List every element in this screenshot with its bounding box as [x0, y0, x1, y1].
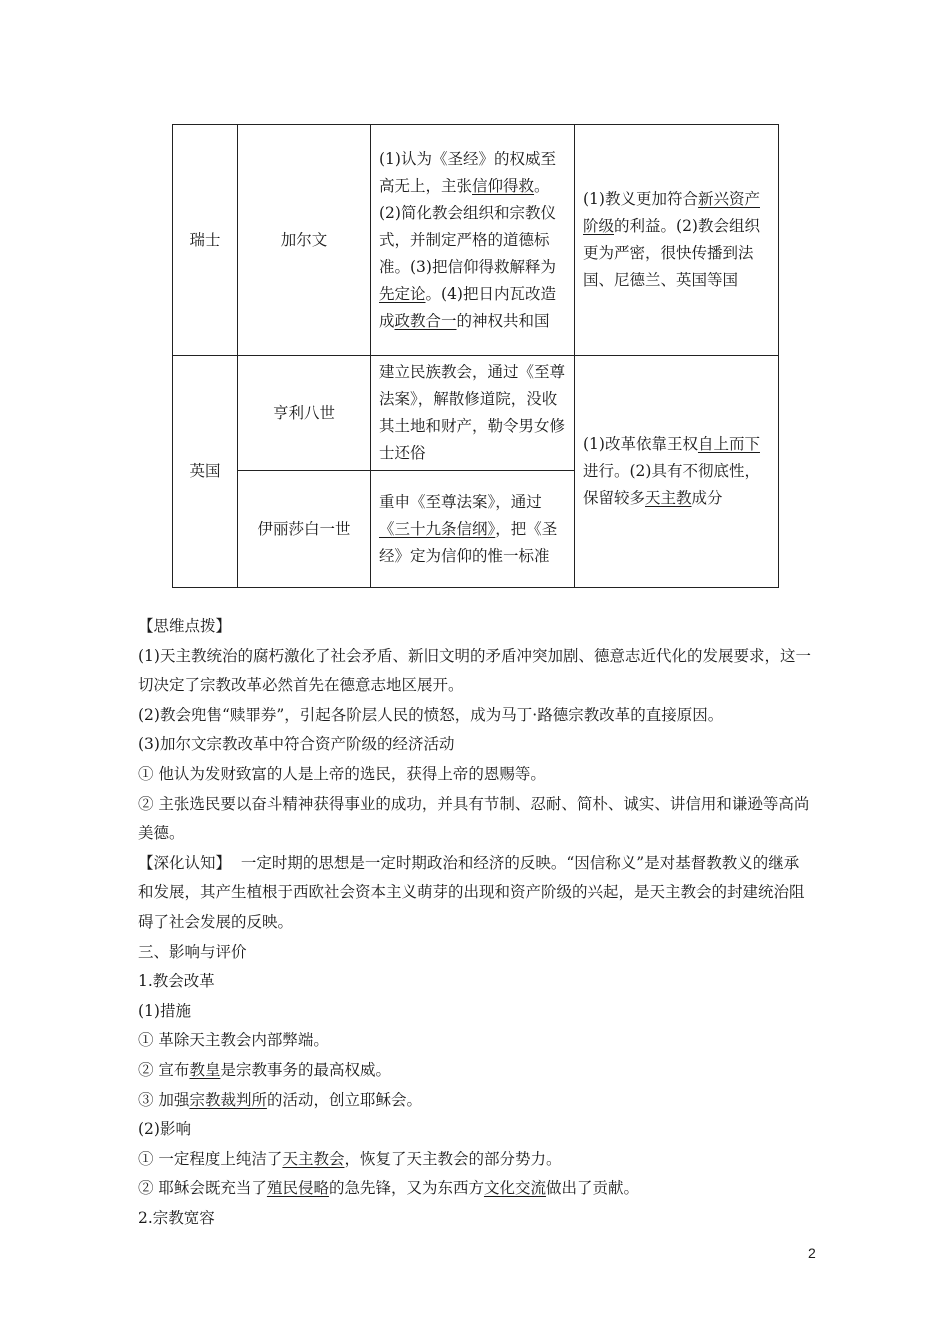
- paragraph: ② 主张选民要以奋斗精神获得事业的成功，并具有节制、忍耐、简朴、诚实、讲信用和谦逊等高尚美德。: [138, 794, 810, 843]
- paragraph: (3)加尔文宗教改革中符合资产阶级的经济活动: [138, 735, 455, 754]
- underlined-term: 政教合一: [394, 311, 457, 330]
- feature-cell: (1)教义更加符合新兴资产阶级的利益。(2)教会组织更为严密，很快传播到法国、尼德兰、英国等国: [575, 125, 779, 356]
- underlined-term: 信仰得救: [472, 176, 535, 195]
- person-cell: 亨利八世: [238, 356, 371, 471]
- underlined-term: 先定论: [379, 284, 426, 303]
- country-cell: 瑞士: [173, 125, 238, 356]
- section-heading: 三、影响与评价: [138, 942, 247, 961]
- paragraph: (1)天主教统治的腐朽激化了社会矛盾、新旧文明的矛盾冲突加剧、德意志近代化的发展要求，这一切决定了宗教改革必然首先在德意志地区展开。: [138, 646, 811, 695]
- underlined-term: 殖民侵略: [266, 1179, 329, 1198]
- content-cell: 建立民族教会，通过《至尊法案》，解散修道院，没收其土地和财产，勒令男女修士还俗: [371, 356, 575, 471]
- underlined-term: 天主教: [645, 489, 692, 507]
- thinking-heading: 【思维点拨】: [138, 617, 232, 635]
- underlined-term: 新兴资产阶级: [583, 190, 760, 235]
- list-item: ② 宣布教皇是宗教事务的最高权威。: [138, 1060, 391, 1079]
- reformation-table: [172, 124, 779, 588]
- list-item: ③ 加强宗教裁判所的活动，创立耶稣会。: [138, 1090, 422, 1109]
- underlined-term: 《三十九条信纲》: [379, 519, 496, 538]
- underlined-term: 文化交流: [483, 1179, 546, 1198]
- subsection-heading: 2.宗教宽容: [138, 1208, 215, 1227]
- paragraph: (2)教会兜售“赎罪券”，引起各阶层人民的愤怒，成为马丁·路德宗教改革的直接原因。: [138, 705, 724, 724]
- deep-heading: 【深化认知】: [138, 853, 232, 872]
- list-heading: (2)影响: [138, 1120, 191, 1139]
- body-text: [138, 612, 814, 1233]
- underlined-term: 宗教裁判所: [189, 1090, 267, 1109]
- switzerland-row: [173, 125, 779, 356]
- underlined-term: 教皇: [189, 1060, 221, 1079]
- england-henry-row: [173, 356, 779, 471]
- person-cell: 伊丽莎白一世: [238, 471, 371, 588]
- content-cell: 重申《至尊法案》，通过《三十九条信纲》，把《圣经》定为信仰的惟一标准: [371, 471, 575, 588]
- paragraph: ① 他认为发财致富的人是上帝的选民，获得上帝的恩赐等。: [138, 764, 546, 783]
- person-cell: 加尔文: [238, 125, 371, 356]
- subsection-heading: 1.教会改革: [138, 972, 215, 991]
- country-cell: 英国: [173, 356, 238, 588]
- page-number: 2: [808, 1245, 816, 1261]
- feature-cell: (1)改革依靠王权自上而下进行。(2)具有不彻底性，保留较多天主教成分: [575, 356, 779, 588]
- underlined-term: 天主教会: [282, 1149, 345, 1168]
- deep-paragraph: 【深化认知】 一定时期的思想是一定时期政治和经济的反映。“因信称义”是对基督教教义的继承和发展，其产生植根于西欧社会资本主义萌芽的出现和资产阶级的兴起，是天主教会的封建统治阻碍了社会发展的反映。: [138, 853, 805, 931]
- underlined-term: 自上而下: [697, 435, 760, 453]
- list-item: ① 革除天主教会内部弊端。: [138, 1031, 329, 1050]
- list-item: ① 一定程度上纯洁了天主教会，恢复了天主教会的部分势力。: [138, 1149, 562, 1168]
- list-heading: (1)措施: [138, 1001, 191, 1020]
- list-item: ② 耶稣会既充当了殖民侵略的急先锋，又为东西方文化交流做出了贡献。: [138, 1179, 639, 1198]
- content-cell: (1)认为《圣经》的权威至高无上，主张信仰得救。(2)简化教会组织和宗教仪式，并制定严格的道德标准。(3)把信仰得救解释为先定论。(4)把日内瓦改造成政教合一的神权共和国: [371, 125, 575, 356]
